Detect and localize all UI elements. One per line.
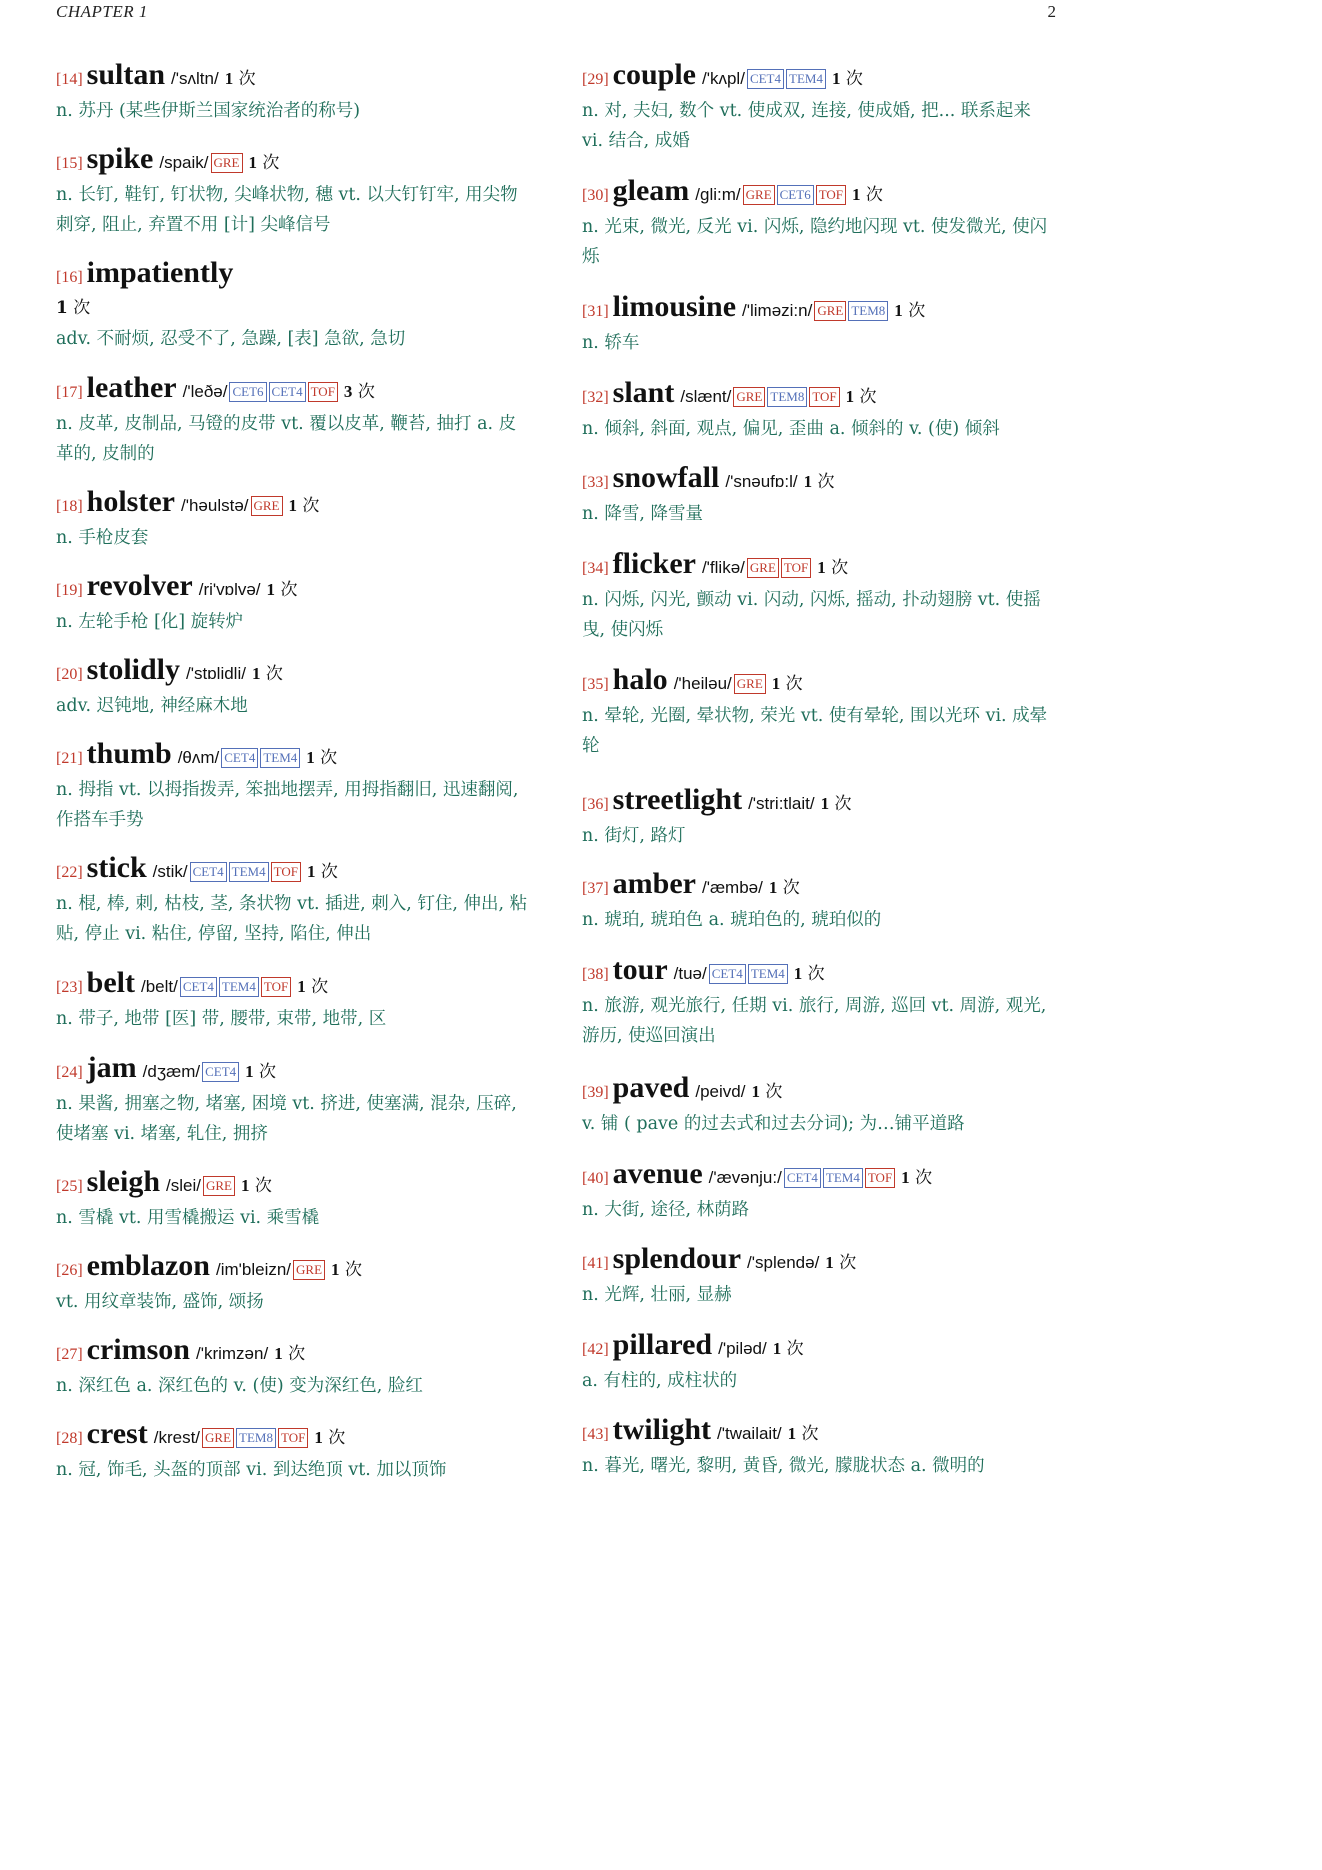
- vocab-entry: [56, 487, 531, 553]
- headword: jam: [86, 1051, 137, 1084]
- headword: holster: [86, 485, 175, 518]
- phonetic: /dʒæm/: [142, 1062, 201, 1081]
- phonetic: /'heiləu/: [673, 674, 732, 693]
- frequency-number: 1: [248, 153, 257, 172]
- phonetic: /slei/: [166, 1176, 201, 1195]
- definition: n. 雪橇 vt. 用雪橇搬运 vi. 乘雪橇: [56, 1208, 320, 1228]
- vocab-entry: [582, 869, 1057, 935]
- frequency-number: 3: [343, 382, 353, 401]
- headword: gleam: [612, 174, 690, 207]
- frequency-count: 1 次: [831, 69, 863, 89]
- entry-head: [582, 1415, 1057, 1450]
- entry-head: [56, 144, 531, 179]
- entry-index: [32]: [582, 389, 609, 406]
- headword: emblazon: [86, 1249, 210, 1282]
- entry-head: [582, 1073, 1057, 1108]
- phonetic: /'həulstə/: [180, 496, 249, 515]
- frequency-count: 1 次: [845, 387, 877, 407]
- entry-index: [17]: [56, 384, 83, 401]
- phonetic: /spaik/: [159, 153, 209, 172]
- vocab-entry: [56, 258, 531, 354]
- entry-head: [582, 1244, 1057, 1279]
- entry-index: [18]: [56, 498, 83, 515]
- frequency-number: 1: [306, 862, 316, 881]
- vocab-entry: [56, 655, 531, 721]
- entry-index: [40]: [582, 1170, 609, 1187]
- definition: n. 旅游, 观光旅行, 任期 vi. 旅行, 周游, 巡回 vt. 周游, 观光, 游历, 使巡回演出: [582, 996, 1047, 1046]
- headword: stick: [86, 851, 147, 884]
- definition: a. 有柱的, 成柱状的: [582, 1371, 738, 1391]
- headword: impatiently: [86, 256, 234, 289]
- headword: couple: [612, 58, 696, 91]
- definition: n. 轿车: [582, 333, 640, 353]
- phonetic: /'splendə/: [747, 1253, 820, 1272]
- entry-head: [56, 60, 531, 95]
- frequency-number: 1: [825, 1253, 834, 1272]
- frequency-number: 1: [901, 1168, 910, 1187]
- exam-tag: TEM8: [236, 1428, 276, 1448]
- vocab-entry: [56, 1335, 531, 1401]
- frequency-count: 1 次: [306, 748, 338, 768]
- headword: tour: [612, 953, 668, 986]
- frequency-count: 1 次: [771, 674, 803, 694]
- frequency-number: 1: [240, 1176, 250, 1195]
- entry-index: [28]: [56, 1430, 83, 1447]
- frequency-number: 1: [331, 1260, 340, 1279]
- entry-index: [19]: [56, 582, 83, 599]
- exam-tag: TOF: [816, 185, 846, 205]
- phonetic: /ri'vɒlvə/: [198, 580, 261, 599]
- phonetic: /peivd/: [695, 1082, 746, 1101]
- vocab-entry: [582, 1073, 1057, 1139]
- entry-index: [15]: [56, 155, 83, 172]
- definition: n. 光辉, 壮丽, 显赫: [582, 1285, 732, 1305]
- exam-tag: TEM4: [786, 69, 826, 89]
- frequency-count: 1 次: [224, 69, 256, 89]
- headword: flicker: [612, 547, 696, 580]
- entry-head: [56, 1167, 531, 1202]
- headword: halo: [612, 663, 668, 696]
- definition: n. 棍, 棒, 刺, 枯枝, 茎, 条状物 vt. 插进, 刺入, 钉住, 伸出, 粘贴, 停止 vi. 粘住, 停留, 坚持, 陷住, 伸出: [56, 894, 528, 944]
- frequency-count: 1 次: [894, 301, 926, 321]
- entry-index: [24]: [56, 1064, 83, 1081]
- vocab-entry: [582, 1330, 1057, 1396]
- phonetic: /'ævənju:/: [708, 1168, 782, 1187]
- definition: n. 拇指 vt. 以拇指拨弄, 笨拙地摆弄, 用拇指翻旧, 迅速翻阅, 作搭车手势: [56, 780, 519, 830]
- phonetic: /tuə/: [673, 964, 707, 983]
- entry-index: [33]: [582, 474, 609, 491]
- definition: n. 长钉, 鞋钉, 钉状物, 尖峰状物, 穗 vt. 以大钉钉牢, 用尖物刺穿, 阻止, 弃置不用 [计] 尖峰信号: [56, 185, 518, 235]
- exam-tag: TOF: [308, 382, 338, 402]
- frequency-count: 1 次: [274, 1344, 306, 1364]
- entry-head: [56, 739, 531, 774]
- definition: n. 光束, 微光, 反光 vi. 闪烁, 隐约地闪现 vt. 使发微光, 使闪烁: [582, 217, 1048, 267]
- entry-index: [20]: [56, 666, 83, 683]
- frequency-count: 1 次: [803, 472, 835, 492]
- entry-head: [582, 549, 1057, 584]
- frequency-number: 1: [274, 1344, 283, 1363]
- definition: n. 街灯, 路灯: [582, 826, 686, 846]
- exam-tag: GRE: [251, 496, 283, 516]
- headword: amber: [612, 867, 696, 900]
- frequency-count: 1 次: [240, 1176, 272, 1196]
- frequency-count: 1 次: [793, 964, 825, 984]
- headword: avenue: [612, 1157, 703, 1190]
- frequency-number: 1: [894, 301, 903, 320]
- headword: belt: [86, 966, 135, 999]
- headword: crest: [86, 1417, 148, 1450]
- entry-head: [582, 292, 1057, 327]
- entry-index: [35]: [582, 676, 609, 693]
- entry-head: [56, 373, 531, 408]
- exam-tag: TEM4: [823, 1168, 863, 1188]
- frequency-count: 1 次: [56, 298, 91, 318]
- frequency-number: 1: [224, 69, 234, 88]
- vocab-entry: [582, 176, 1057, 272]
- definition: n. 琥珀, 琥珀色 a. 琥珀色的, 琥珀似的: [582, 910, 882, 930]
- exam-tag: TEM8: [767, 387, 807, 407]
- definition: n. 深红色 a. 深红色的 v. (使) 变为深红色, 脸红: [56, 1376, 423, 1396]
- frequency-number: 1: [288, 496, 297, 515]
- exam-tag: CET4: [747, 69, 784, 89]
- vocab-entry: [56, 739, 531, 835]
- exam-tag: CET6: [229, 382, 266, 402]
- frequency-count: 1 次: [314, 1428, 346, 1448]
- entry-index: [21]: [56, 750, 83, 767]
- entry-head: [56, 1335, 531, 1370]
- entry-index: [14]: [56, 71, 83, 88]
- frequency-count: 1 次: [288, 496, 320, 516]
- entry-head: [582, 665, 1057, 700]
- definition: n. 对, 夫妇, 数个 vt. 使成双, 连接, 使成婚, 把... 联系起来 vi. 结合, 成婚: [582, 101, 1031, 151]
- entry-head: [56, 655, 531, 690]
- vocab-entry: [56, 571, 531, 637]
- vocab-entry: [582, 463, 1057, 529]
- chapter-heading: CHAPTER 1: [56, 2, 148, 21]
- entry-index: [31]: [582, 303, 609, 320]
- definition: adv. 不耐烦, 忍受不了, 急躁, [表] 急欲, 急切: [56, 329, 406, 349]
- phonetic: /'stri:tlait/: [748, 794, 815, 813]
- exam-tag: CET4: [221, 748, 258, 768]
- phonetic: /'kʌpl/: [702, 69, 745, 88]
- vocab-entry: [582, 378, 1057, 444]
- frequency-number: 1: [251, 664, 261, 683]
- frequency-count: 1 次: [245, 1062, 277, 1082]
- phonetic: /θʌm/: [177, 748, 220, 767]
- frequency-count: 1 次: [768, 878, 800, 898]
- definition: n. 手枪皮套: [56, 528, 149, 548]
- frequency-number: 1: [245, 1062, 254, 1081]
- frequency-line: [56, 293, 531, 323]
- frequency-count: 1 次: [787, 1424, 819, 1444]
- frequency-number: 1: [772, 1339, 782, 1358]
- exam-tag: CET6: [777, 185, 814, 205]
- entry-head: [56, 258, 531, 293]
- frequency-count: 1 次: [331, 1260, 362, 1280]
- entry-head: [582, 1159, 1057, 1194]
- entry-index: [42]: [582, 1341, 609, 1358]
- vocab-entry: [56, 853, 531, 949]
- entry-head: [56, 1419, 531, 1454]
- exam-tag: CET4: [269, 382, 306, 402]
- vocab-entry: [582, 1159, 1057, 1225]
- definition: n. 晕轮, 光圈, 晕状物, 荣光 vt. 使有晕轮, 围以光环 vi. 成晕轮: [582, 706, 1048, 756]
- exam-tag: CET4: [709, 964, 746, 984]
- exam-tag: TEM4: [219, 977, 259, 997]
- exam-tag: CET4: [202, 1062, 239, 1082]
- exam-tag: GRE: [747, 558, 779, 578]
- exam-tag: GRE: [743, 185, 775, 205]
- exam-tag: TOF: [809, 387, 839, 407]
- exam-tag: TEM4: [748, 964, 788, 984]
- definition: n. 冠, 饰毛, 头盔的顶部 vi. 到达绝顶 vt. 加以顶饰: [56, 1460, 447, 1480]
- vocab-entry: [582, 1244, 1057, 1310]
- entry-head: [582, 60, 1057, 95]
- vocab-entry: [56, 1167, 531, 1233]
- frequency-number: 1: [771, 674, 781, 693]
- frequency-number: 1: [793, 964, 803, 983]
- entry-head: [56, 1053, 531, 1088]
- entry-head: [56, 853, 531, 888]
- exam-tag: CET4: [180, 977, 217, 997]
- entry-head: [582, 1330, 1057, 1365]
- phonetic: /'twailait/: [717, 1424, 782, 1443]
- vocab-entry: [582, 785, 1057, 851]
- vocab-entry: [582, 955, 1057, 1051]
- entry-index: [30]: [582, 187, 609, 204]
- entry-index: [39]: [582, 1084, 609, 1101]
- frequency-number: 1: [820, 794, 830, 813]
- phonetic: /'stɒlidli/: [186, 664, 246, 683]
- frequency-number: 1: [306, 748, 315, 767]
- phonetic: /gli:m/: [695, 185, 741, 204]
- phonetic: /slænt/: [680, 387, 732, 406]
- definition: vt. 用纹章装饰, 盛饰, 颂扬: [56, 1292, 264, 1312]
- entry-head: [582, 785, 1057, 820]
- headword: splendour: [612, 1242, 742, 1275]
- exam-tag: GRE: [211, 153, 243, 173]
- frequency-count: 1 次: [251, 664, 283, 684]
- entry-index: [25]: [56, 1178, 83, 1195]
- entry-index: [34]: [582, 560, 609, 577]
- headword: snowfall: [612, 461, 720, 494]
- headword: streetlight: [612, 783, 743, 816]
- vocab-entry: [56, 1053, 531, 1149]
- frequency-count: 1 次: [825, 1253, 857, 1273]
- definition: n. 暮光, 曙光, 黎明, 黄昏, 微光, 朦胧状态 a. 微明的: [582, 1456, 985, 1476]
- phonetic: /'leðə/: [182, 382, 228, 401]
- exam-tag: GRE: [734, 674, 766, 694]
- frequency-count: 1 次: [772, 1339, 804, 1359]
- entry-index: [41]: [582, 1255, 609, 1272]
- phonetic: /'sʌltn/: [171, 69, 219, 88]
- phonetic: /'liməzi:n/: [742, 301, 813, 320]
- headword: sultan: [86, 58, 166, 91]
- phonetic: /'krimzən/: [195, 1344, 269, 1363]
- exam-tag: TEM4: [229, 862, 269, 882]
- definition: n. 带子, 地带 [医] 带, 腰带, 束带, 地带, 区: [56, 1009, 387, 1029]
- frequency-count: 1 次: [297, 977, 329, 997]
- exam-tag: TOF: [781, 558, 811, 578]
- definition: n. 闪烁, 闪光, 颤动 vi. 闪动, 闪烁, 摇动, 扑动翅膀 vt. 使摇曳, 使闪烁: [582, 590, 1041, 640]
- vocab-entry: [56, 1251, 531, 1317]
- entry-head: [582, 955, 1057, 990]
- vocab-entry: [582, 292, 1057, 358]
- vocab-entry: [582, 1415, 1057, 1481]
- exam-tag: GRE: [202, 1428, 234, 1448]
- vocab-entry: [56, 60, 531, 126]
- frequency-count: 1 次: [248, 153, 280, 173]
- vocab-entry: [56, 1419, 531, 1485]
- frequency-number: 1: [845, 387, 855, 406]
- headword: revolver: [86, 569, 193, 602]
- frequency-count: 1 次: [901, 1168, 933, 1188]
- phonetic: /belt/: [140, 977, 178, 996]
- headword: limousine: [612, 290, 737, 323]
- page-number: 2: [1047, 2, 1056, 21]
- entry-index: [22]: [56, 864, 83, 881]
- headword: thumb: [86, 737, 172, 770]
- entry-index: [43]: [582, 1426, 609, 1443]
- frequency-number: 1: [852, 185, 861, 204]
- exam-tag: CET4: [784, 1168, 821, 1188]
- frequency-count: 1 次: [306, 862, 338, 882]
- exam-tag: GRE: [814, 301, 846, 321]
- frequency-count: 3 次: [343, 382, 375, 402]
- vocab-entry: [582, 549, 1057, 645]
- exam-tag: GRE: [203, 1176, 235, 1196]
- headword: sleigh: [86, 1165, 161, 1198]
- entry-index: [26]: [56, 1262, 83, 1279]
- frequency-count: 1 次: [817, 558, 849, 578]
- definition: n. 倾斜, 斜面, 观点, 偏见, 歪曲 a. 倾斜的 v. (使) 倾斜: [582, 419, 1000, 439]
- entry-head: [582, 378, 1057, 413]
- headword: spike: [86, 142, 154, 175]
- frequency-count: 1 次: [266, 580, 298, 600]
- headword: slant: [612, 376, 675, 409]
- phonetic: /im'bleizn/: [215, 1260, 292, 1279]
- exam-tag: CET4: [190, 862, 227, 882]
- frequency-number: 1: [297, 977, 306, 996]
- entry-index: [27]: [56, 1346, 83, 1363]
- vocab-entry: [56, 144, 531, 240]
- frequency-count: 1 次: [852, 185, 883, 205]
- exam-tag: TOF: [261, 977, 291, 997]
- definition: n. 果酱, 拥塞之物, 堵塞, 困境 vt. 挤进, 使塞满, 混杂, 压碎, 使堵塞 vi. 堵塞, 轧住, 拥挤: [56, 1094, 517, 1144]
- frequency-number: 1: [831, 69, 841, 88]
- definition: adv. 迟钝地, 神经麻木地: [56, 696, 248, 716]
- headword: paved: [612, 1071, 690, 1104]
- frequency-number: 1: [56, 298, 68, 318]
- phonetic: /'piləd/: [718, 1339, 767, 1358]
- definition: n. 皮革, 皮制品, 马镫的皮带 vt. 覆以皮革, 鞭苔, 抽打 a. 皮革的, 皮制的: [56, 414, 517, 464]
- frequency-number: 1: [266, 580, 276, 599]
- exam-tag: TEM4: [260, 748, 300, 768]
- vocab-entry: [582, 665, 1057, 761]
- phonetic: /krest/: [153, 1428, 201, 1447]
- vocab-entry: [582, 60, 1057, 156]
- exam-tag: GRE: [293, 1260, 325, 1280]
- entry-index: [29]: [582, 71, 609, 88]
- headword: leather: [86, 371, 177, 404]
- entry-index: [37]: [582, 880, 609, 897]
- exam-tag: TOF: [271, 862, 301, 882]
- frequency-number: 1: [787, 1424, 797, 1443]
- headword: pillared: [612, 1328, 713, 1361]
- exam-tag: TOF: [278, 1428, 308, 1448]
- definition: n. 降雪, 降雪量: [582, 504, 704, 524]
- headword: stolidly: [86, 653, 181, 686]
- phonetic: /'snəufɒ:l/: [725, 472, 798, 491]
- headword: crimson: [86, 1333, 190, 1366]
- exam-tag: GRE: [733, 387, 765, 407]
- frequency-number: 1: [751, 1082, 760, 1101]
- exam-tag: TOF: [865, 1168, 895, 1188]
- entry-index: [38]: [582, 966, 609, 983]
- entry-head: [56, 968, 531, 1003]
- frequency-number: 1: [803, 472, 813, 491]
- frequency-count: 1 次: [820, 794, 852, 814]
- entry-index: [23]: [56, 979, 83, 996]
- entry-head: [582, 869, 1057, 904]
- definition: n. 大街, 途径, 林荫路: [582, 1200, 750, 1220]
- vocab-entry: [56, 968, 531, 1034]
- frequency-number: 1: [817, 558, 826, 577]
- definition: n. 左轮手枪 [化] 旋转炉: [56, 612, 244, 632]
- headword: twilight: [612, 1413, 711, 1446]
- definition: v. 铺 ( pave 的过去式和过去分词); 为…铺平道路: [582, 1114, 965, 1134]
- entry-index: [16]: [56, 269, 83, 286]
- frequency-count: 1 次: [751, 1082, 783, 1102]
- exam-tag: TEM8: [848, 301, 888, 321]
- entry-head: [56, 1251, 531, 1286]
- entry-head: [582, 463, 1057, 498]
- phonetic: /'æmbə/: [701, 878, 763, 897]
- phonetic: /stik/: [152, 862, 188, 881]
- vocab-entry: [56, 373, 531, 469]
- entry-head: [56, 487, 531, 522]
- frequency-number: 1: [768, 878, 778, 897]
- entry-head: [56, 571, 531, 606]
- phonetic: /'flikə/: [701, 558, 745, 577]
- definition: n. 苏丹 (某些伊斯兰国家统治者的称号): [56, 101, 361, 121]
- entry-index: [36]: [582, 796, 609, 813]
- entry-head: [582, 176, 1057, 211]
- frequency-number: 1: [314, 1428, 323, 1447]
